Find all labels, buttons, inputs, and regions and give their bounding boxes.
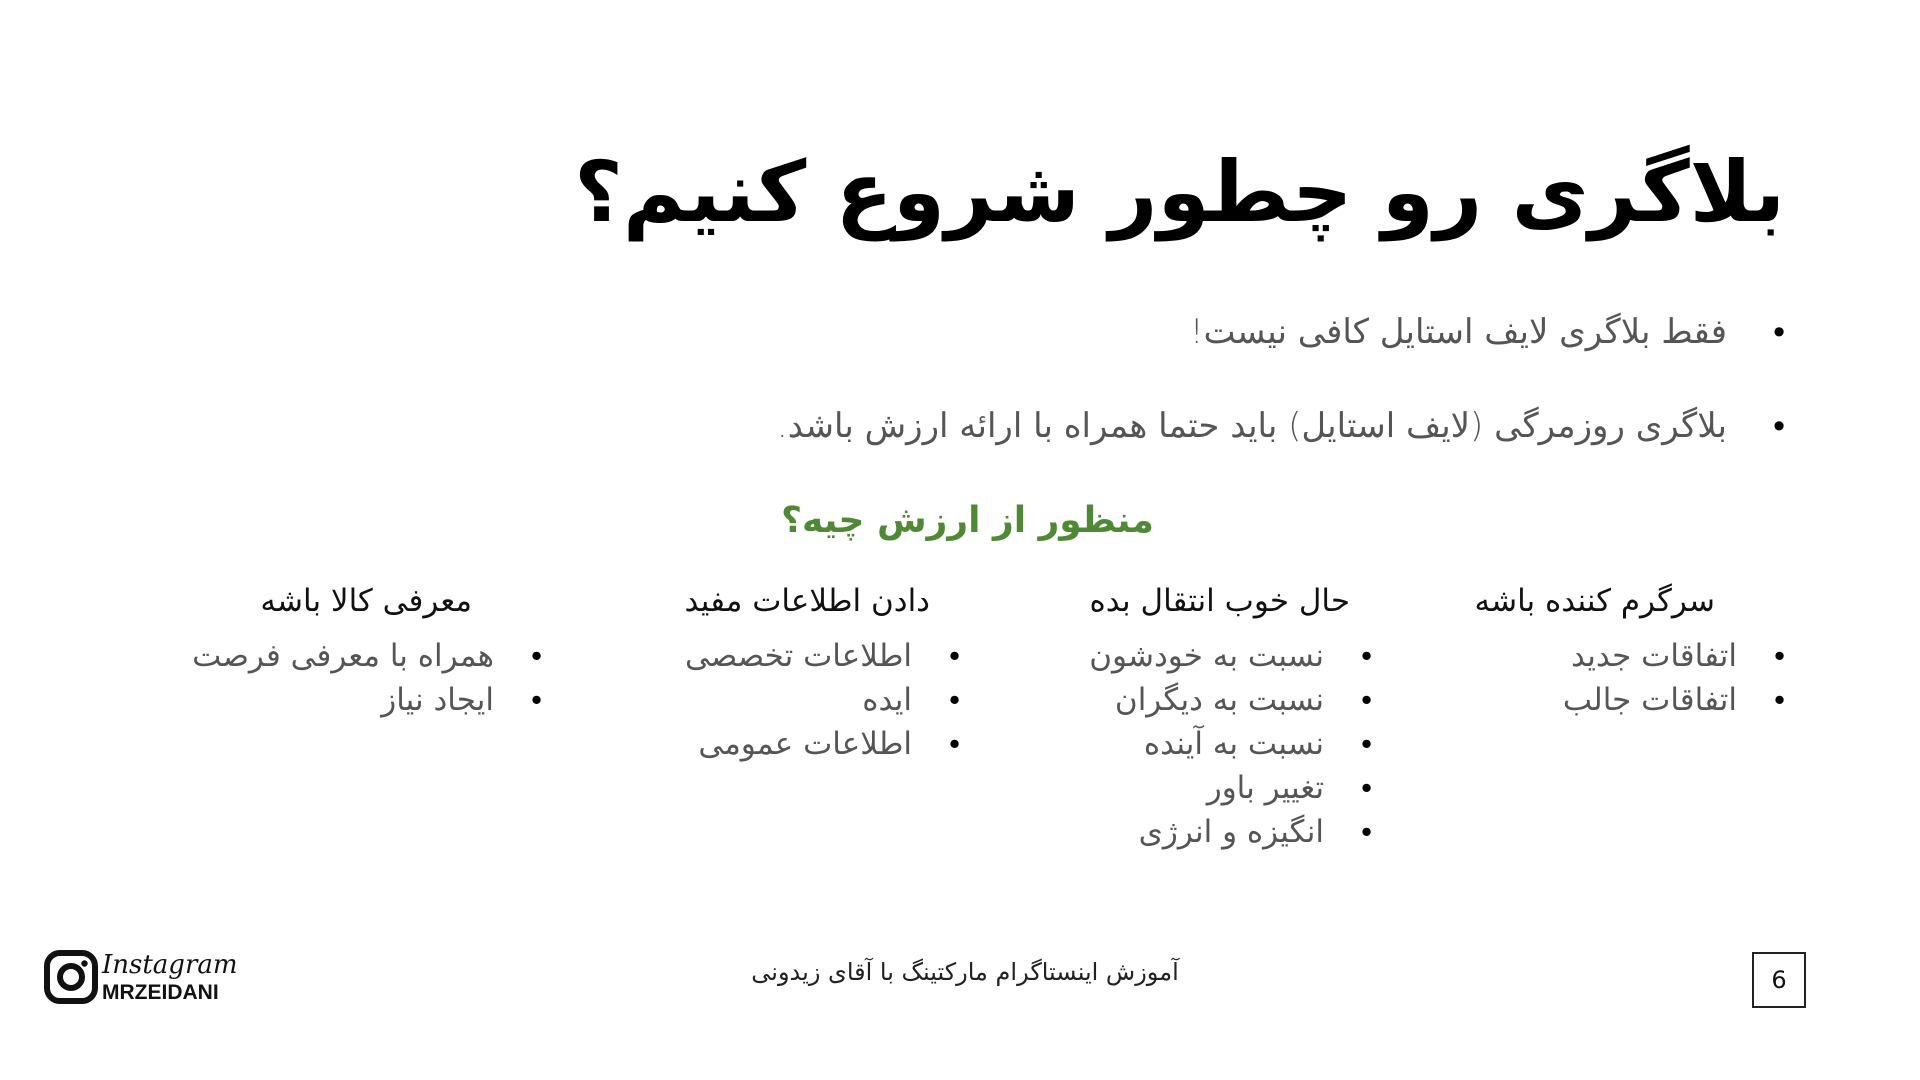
list-item: • ایده <box>580 678 960 722</box>
list-item: • نسبت به آینده <box>992 722 1372 766</box>
list-item: • تغییر باور <box>992 766 1372 810</box>
column-title: معرفی کالا باشه <box>260 583 472 619</box>
intro-bullet: • فقط بلاگری لایف استایل کافی نیست! <box>735 312 1785 352</box>
logo-handle: MRZEIDANI <box>102 980 219 1004</box>
column-good-vibes <box>992 578 1372 854</box>
list-item: • اطلاعات تخصصی <box>580 634 960 678</box>
list-item: • اطلاعات عمومی <box>580 722 960 766</box>
column-entertaining <box>1405 578 1785 722</box>
slide-title: بلاگری رو چطور شروع کنیم؟ <box>574 143 1785 241</box>
list-item: • همراه با معرفی فرصت <box>162 634 542 678</box>
footer-caption: آموزش اینستاگرام مارکتینگ با آقای زیدونی <box>751 958 1179 986</box>
column-list <box>992 634 1372 854</box>
list-item: • انگیزه و انرژی <box>992 810 1372 854</box>
column-list <box>580 634 960 766</box>
intro-bullet: • بلاگری روزمرگی (لایف استایل) باید حتما همراه با ارائه ارزش باشد. <box>735 406 1785 446</box>
logo-wordmark: Instagram <box>102 949 238 980</box>
value-question: منظور از ارزش چیه؟ <box>781 500 1154 541</box>
list-item: • نسبت به دیگران <box>992 678 1372 722</box>
list-item: • نسبت به خودشون <box>992 634 1372 678</box>
column-title: حال خوب انتقال بده <box>1089 583 1350 619</box>
list-item: • اتفاقات جدید <box>1405 634 1785 678</box>
column-title: دادن اطلاعات مفید <box>684 583 930 619</box>
page-number: 6 <box>1752 952 1806 1008</box>
column-product-intro <box>162 578 542 722</box>
column-list <box>162 634 542 722</box>
list-item: • ایجاد نیاز <box>162 678 542 722</box>
column-title: سرگرم کننده باشه <box>1474 583 1715 619</box>
list-item: • اتفاقات جالب <box>1405 678 1785 722</box>
column-useful-info <box>580 578 960 766</box>
column-list <box>1405 634 1785 722</box>
intro-bullet-list <box>735 312 1785 500</box>
